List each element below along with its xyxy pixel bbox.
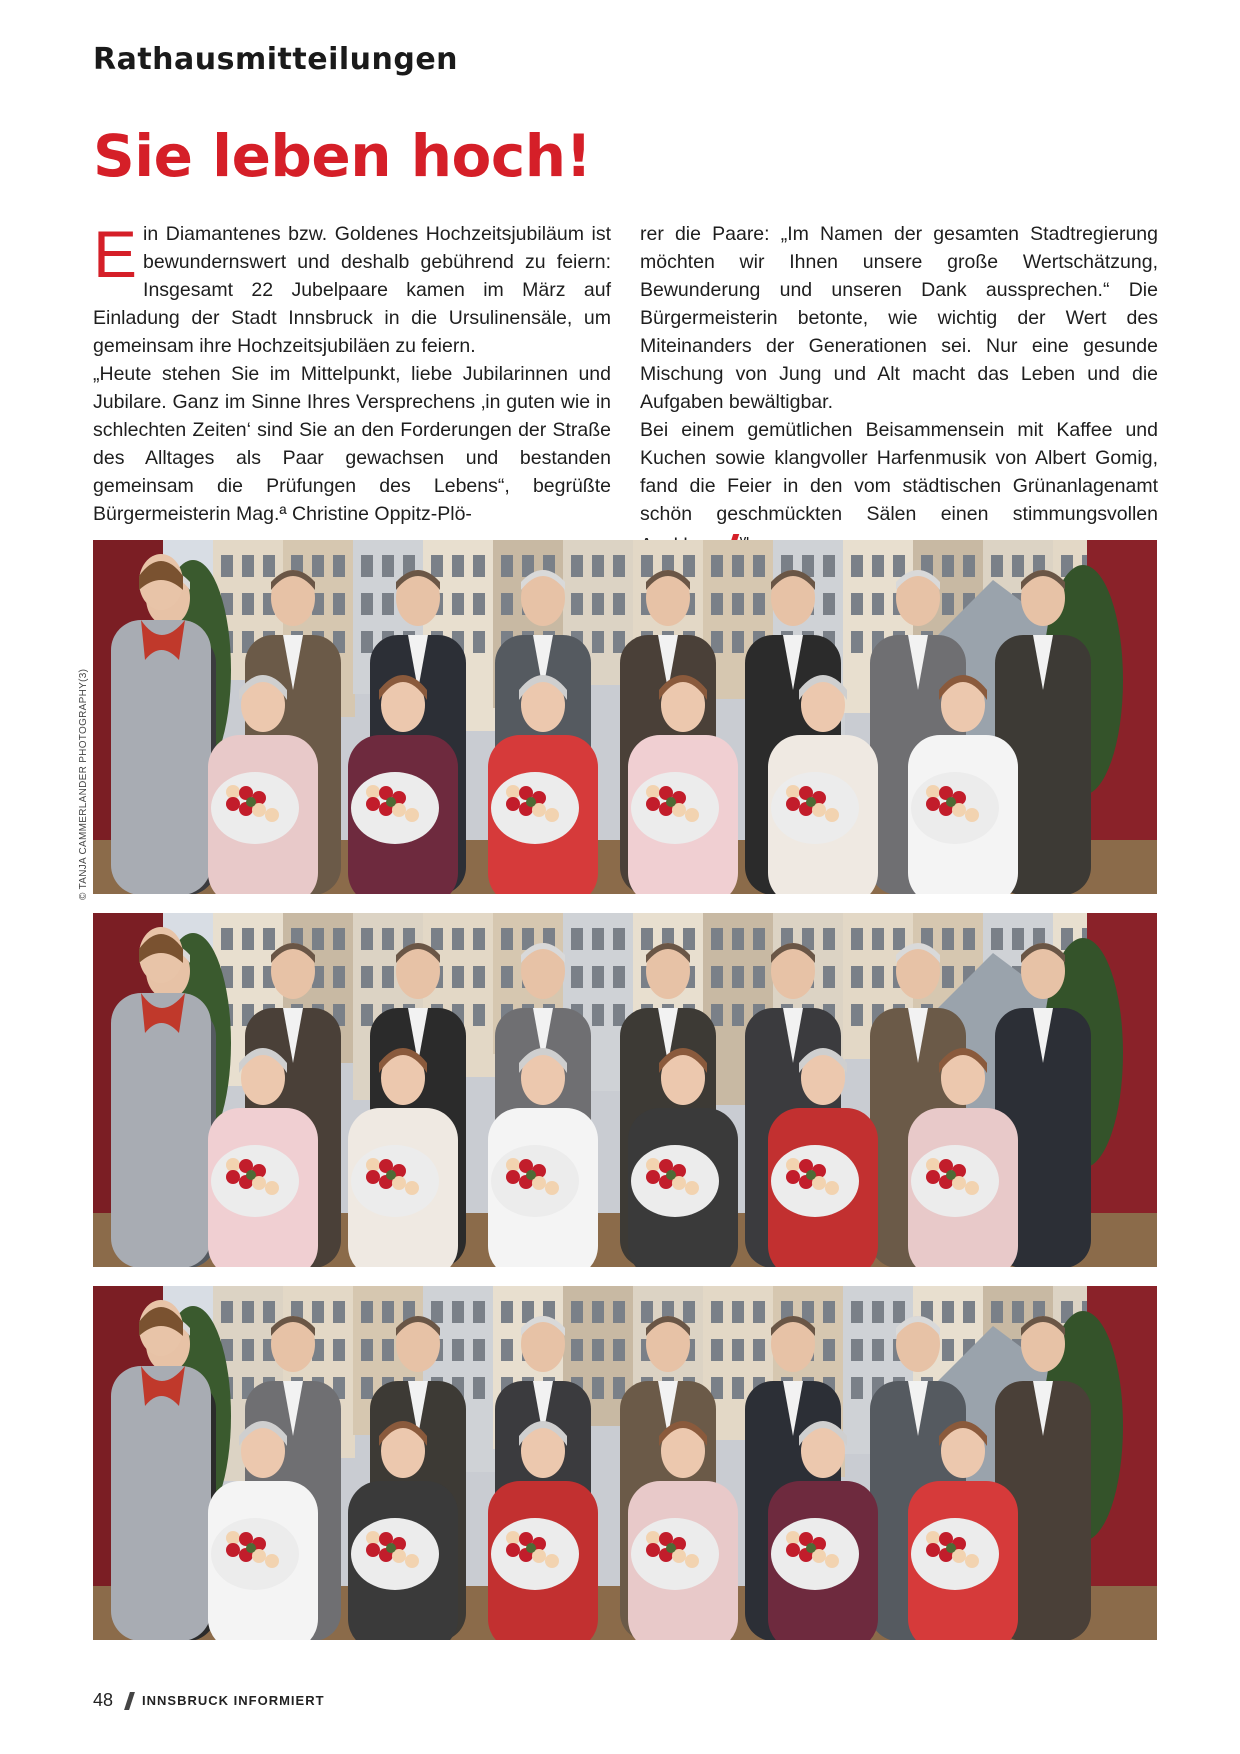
group-photo-2 (93, 913, 1157, 1267)
article-paragraph-1 (93, 217, 611, 360)
page-footer (93, 1690, 325, 1711)
article-column-left (93, 217, 611, 528)
section-label: Rathausmitteilungen (93, 42, 459, 77)
paragraph-1-text: in Diamantenes bzw. Goldenes Hochzeitsjubiläum ist bewundernswert und deshalb gebührend zu feiern: Insgesamt 22 Jubelpaare kamen im März auf Einladung der Stadt Innsbruck in die Ursulinensäle, um gemeinsam ihre Hochzeitsjubiläen zu feiern. (93, 223, 611, 357)
group-photo-3 (93, 1286, 1157, 1640)
article-paragraph-2: „Heute stehen Sie im Mittelpunkt, liebe Jubilarinnen und Jubilare. Ganz im Sinne Ihres Versprechens ‚in guten wie in schlechten Zeiten‘ sind Sie an den Forderungen der Straße des Alltages als Paar gewachsen und bestanden gemeinsam die Prüfungen des Lebens“, begrüßte Bürgermeisterin Mag.ª Christine Oppitz-Plö- (93, 363, 611, 525)
paragraph-3-text: Bei einem gemütlichen Beisammensein mit Kaffee und Kuchen sowie klangvoller Harfenmusik von Albert Gomig, fand die Feier in den vom städtischen Grünanlagenamt schön geschmückten Sälen einen stimmungsvollen (640, 419, 1158, 525)
page-number: 48 (93, 1690, 114, 1710)
photo-credit: © TANJA CAMMERLANDER PHOTOGRAPHY(3) (78, 668, 89, 900)
group-photo-1 (93, 540, 1157, 894)
article-paragraph-3 (640, 416, 1158, 560)
article-paragraph-2-continued: rer die Paare: „Im Namen der gesamten Stadtregierung möchten wir Ihnen unsere große Wertschätzung, Bewunderung und unseren Dank aussprechen.“ Die Bürgermeisterin betonte, wie wichtig der Wert des Miteinanders der Generationen sei. Nur eine gesunde Mischung von Jung und Alt macht das Leben und die Aufgaben bewältigbar. (640, 223, 1158, 413)
publication-name: INNSBRUCK INFORMIERT (142, 1693, 325, 1708)
slash-icon (124, 1692, 135, 1710)
article-headline: Sie leben hoch! (93, 122, 592, 190)
article-column-right (640, 220, 1158, 560)
drop-cap: E (93, 217, 138, 291)
